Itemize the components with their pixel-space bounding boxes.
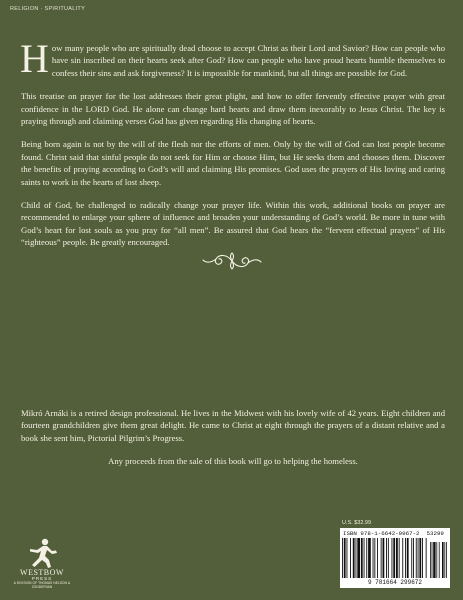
isbn-addon: 53299 [426,530,444,537]
blurb [20,36,445,260]
publisher-logo [12,538,72,592]
category-label: RELIGION · SPIRITUALITY [10,6,86,12]
author-bio: Mikró Arnáki is a retired design professional. He lives in the Midwest with his lovely wife of 42 years. Eight children and fourteen grandchildren give them great delight. He came to Christ at eight through the prayers of a distant relative and a book she sent him, Pictorial Pilgrim’s Progress. [21,408,445,443]
runner-icon [25,538,59,568]
barcode-number: 9 781664 299672 [367,579,422,586]
intro-text: ow many people who are spiritually dead choose to accept Christ as their Lord and Savior? How can people who have sin inscribed on their hearts seek after God? How can people who have proud hearts humble themselves to confess their sins and ask forgiveness? It is impossible for mankind, but all things are possible for God. [51,43,445,78]
publisher-name: WESTBOW [20,568,64,577]
proceeds-note: Any proceeds from the sale of this book will go to helping the homeless. [108,456,358,467]
barcode [340,528,450,588]
isbn-text: ISBN 978-1-6642-9967-2 [343,530,420,537]
publisher-press: PRESS [31,576,53,581]
author-section [21,407,445,479]
flourish-ornament-icon [201,251,263,271]
publisher-tagline: A DIVISION OF THOMAS NELSON & ZONDERVAN [13,581,71,589]
price-label: U.S. $32.99 [342,520,372,526]
blurb-paragraph-2: Being born again is not by the will of the flesh nor the efforts of men. Only by the will of God can lost people become found. Christ said that sinful people do not seek for Him or choose Him, but He seeks them and chooses them. Discover the benefits of praying according to God’s will and claiming His promises. God uses the prayers of His loving and caring saints to work in the hearts of lost sheep. [21,139,445,187]
blurb-paragraph-1: This treatise on prayer for the lost addresses their great plight, and how to offer fervently effective prayer with great confidence in the LORD God. He alone can change hard hearts and draw them inexorably to Jesus Christ. The key is praying through and claiming verses God has given regarding His changing of hearts. [21,91,445,127]
blurb-paragraph-3: Child of God, be challenged to radically change your prayer life. Within this work, additional books on prayer are recommended to enlarge your sphere of influence and broaden your understanding of God’s world. Be more in tune with God’s heart for lost souls as you pray for “all men”. Be assured that God hears the “fervent effectual prayers” of His “righteous” people. Be greatly encouraged. [21,200,445,248]
isbn-line [343,530,447,537]
intro-paragraph [20,36,445,81]
drop-cap: H [20,36,49,81]
barcode-bars-icon [342,538,448,579]
